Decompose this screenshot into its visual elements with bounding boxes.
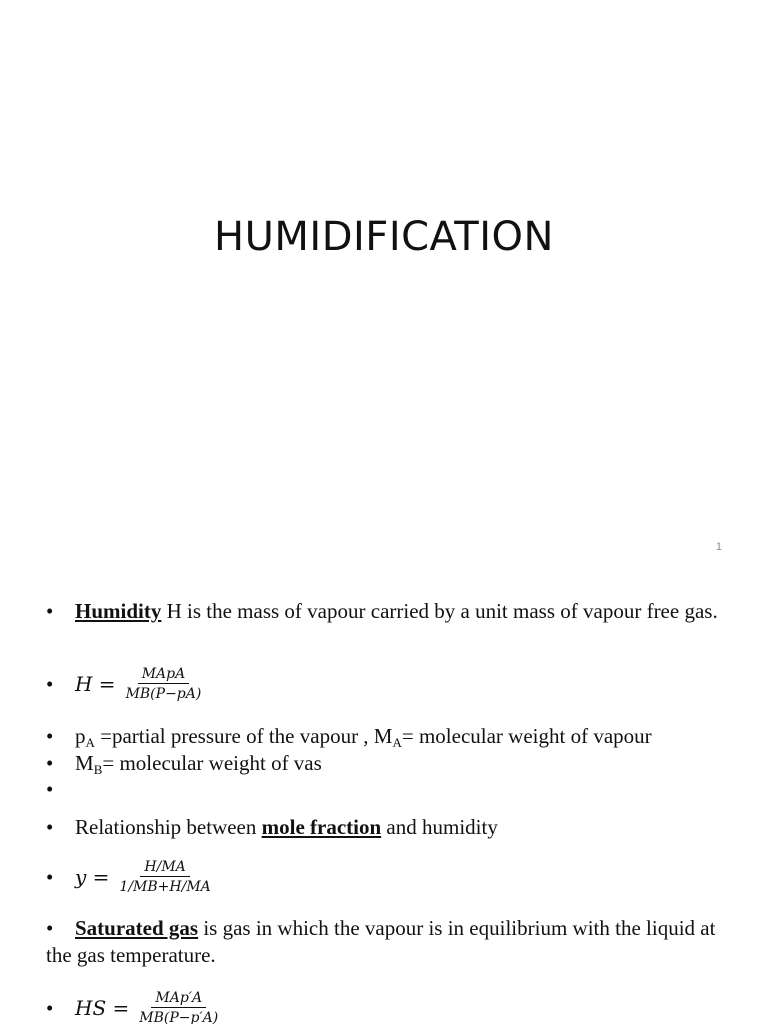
fraction-denominator: MB(P−pA) bbox=[125, 686, 202, 702]
saturated-gas-definition bbox=[46, 915, 736, 969]
bullet: • bbox=[46, 815, 54, 839]
bullet: • bbox=[46, 916, 54, 940]
bullet: • bbox=[46, 724, 54, 748]
humidity-text: H is the mass of vapour carried by a unit mass of vapour free gas. bbox=[161, 599, 718, 623]
relationship-prefix: Relationship between bbox=[75, 815, 262, 839]
relationship-line bbox=[46, 814, 736, 841]
bullet: • bbox=[46, 671, 54, 696]
fraction-denominator: 1/MB+H/MA bbox=[119, 879, 211, 895]
mb-subscript: B bbox=[93, 762, 103, 777]
empty-bullet bbox=[46, 776, 736, 803]
pa-symbol: p bbox=[75, 724, 86, 748]
bullet: • bbox=[46, 599, 54, 623]
fraction-numerator: H/MA bbox=[140, 859, 189, 877]
humidity-term: Humidity bbox=[75, 599, 162, 623]
relationship-suffix: and humidity bbox=[381, 815, 498, 839]
bullet: • bbox=[46, 864, 54, 889]
humidity-formula bbox=[46, 666, 205, 702]
mb-symbol: M bbox=[75, 751, 94, 775]
mb-definition bbox=[46, 750, 736, 777]
formula-fraction bbox=[122, 666, 206, 702]
formula-lhs: y = bbox=[75, 865, 110, 889]
slide-title: HUMIDIFICATION bbox=[214, 214, 554, 260]
formula-lhs: HS = bbox=[75, 996, 130, 1020]
humidity-definition bbox=[46, 598, 736, 625]
formula-lhs: H = bbox=[75, 672, 116, 696]
saturated-gas-text: is gas in which the vapour is in equilibrium with the liquid at the gas temperature. bbox=[46, 916, 716, 967]
partial-pressure-definition bbox=[46, 723, 736, 750]
fraction-numerator: MApA bbox=[138, 666, 190, 684]
mb-text: = molecular weight of vas bbox=[102, 751, 322, 775]
saturated-gas-term: Saturated gas bbox=[75, 916, 199, 940]
slide-number: 1 bbox=[715, 541, 722, 553]
pa-subscript: A bbox=[85, 735, 95, 750]
saturation-humidity-formula bbox=[46, 990, 222, 1024]
bullet: • bbox=[46, 751, 54, 775]
pa-text: =partial pressure of the vapour , M bbox=[94, 724, 393, 748]
bullet: • bbox=[46, 777, 54, 801]
mole-fraction-term: mole fraction bbox=[261, 815, 382, 839]
formula-fraction bbox=[135, 990, 222, 1024]
ma-text: = molecular weight of vapour bbox=[401, 724, 652, 748]
bullet: • bbox=[46, 995, 54, 1020]
fraction-denominator: MB(P−p′A) bbox=[139, 1010, 219, 1024]
fraction-numerator: MAp′A bbox=[151, 990, 206, 1008]
content-slide bbox=[0, 572, 768, 1024]
mole-fraction-formula bbox=[46, 859, 215, 895]
ma-subscript: A bbox=[392, 735, 402, 750]
formula-fraction bbox=[115, 859, 214, 895]
